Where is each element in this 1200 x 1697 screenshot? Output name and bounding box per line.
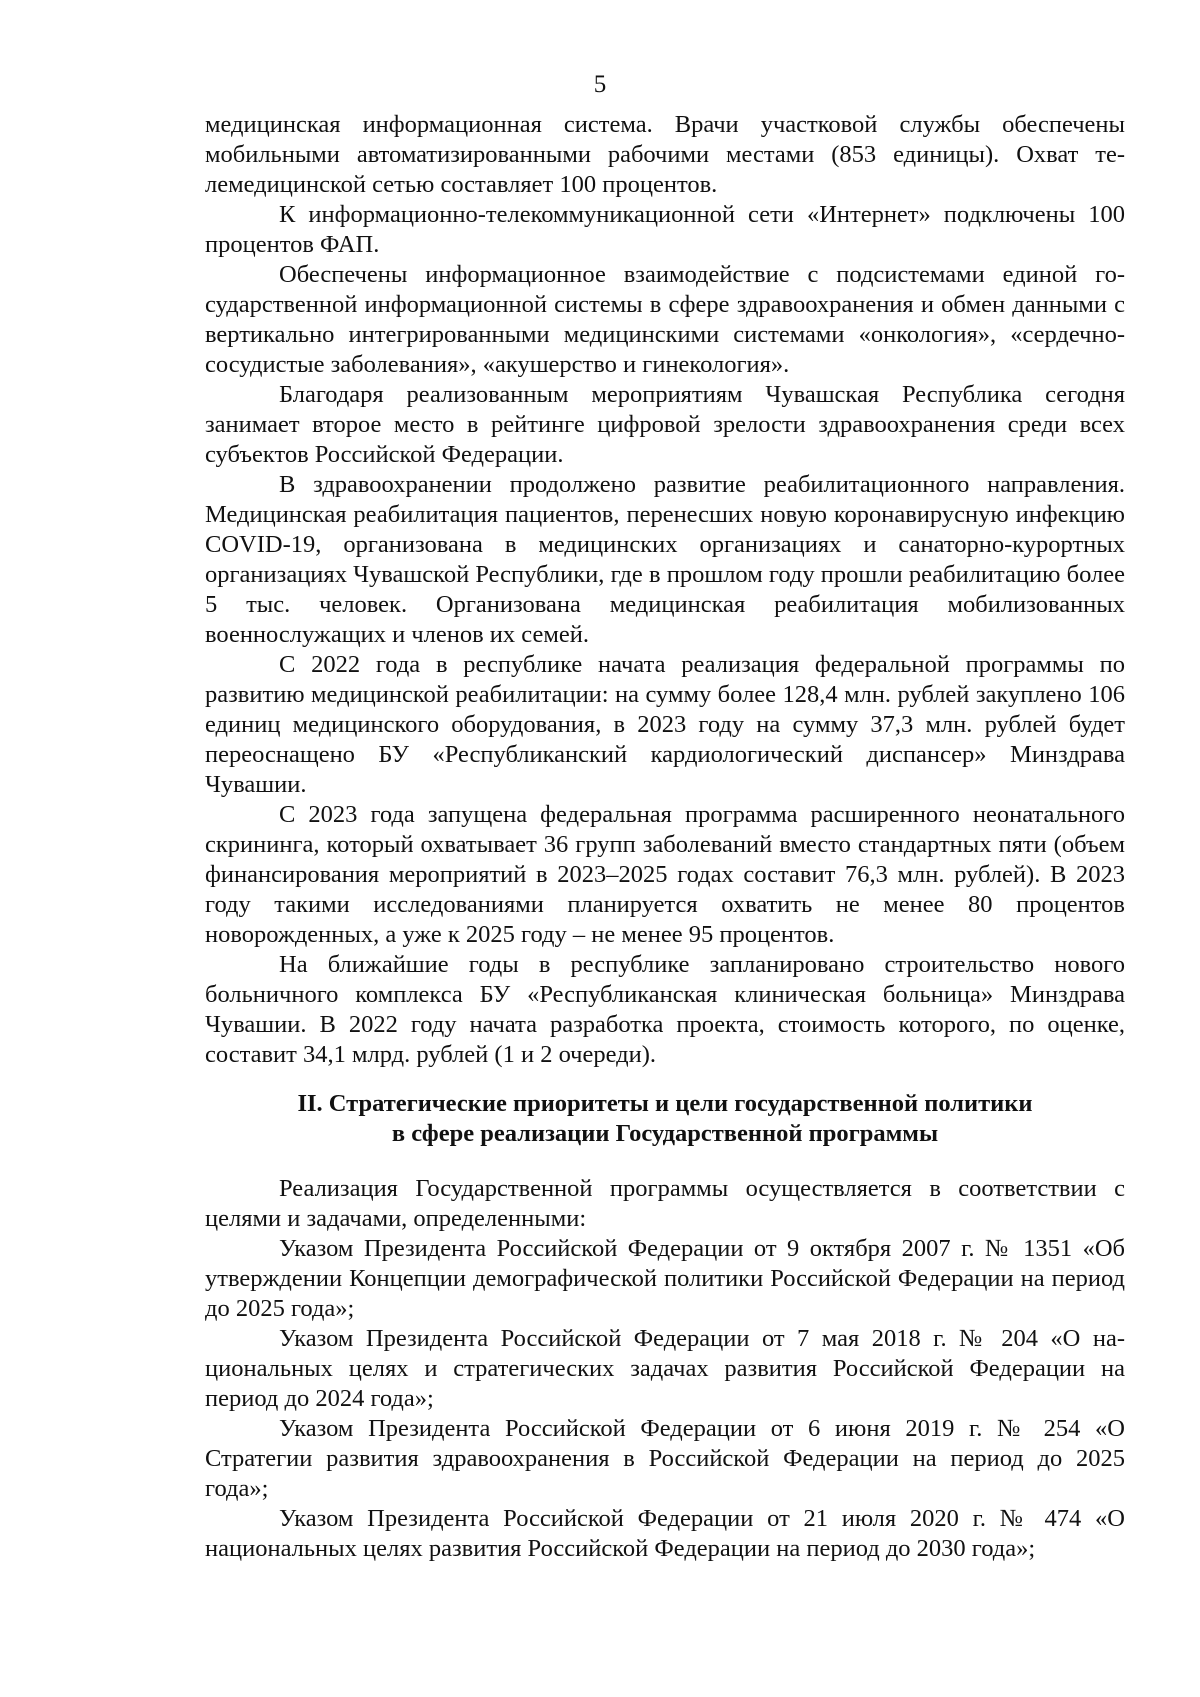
paragraph: С 2023 года запущена федеральная программа расширенного неонатального скрининга, который охватывает 36 групп заболеваний вместо стандартных пяти (объем финансирования мероприятий в 2023–2025 годах составит 76,3 млн. рублей). В 2023 году такими исследованиями планируется охватить не менее 80 процентов новорожденных, а уже к 2025 году – не менее 95 процентов.: [205, 801, 1125, 948]
section-heading-line: II. Стратегические приоритеты и цели государственной политики: [297, 1090, 1033, 1117]
paragraph: Указом Президента Российской Федерации от 6 июня 2019 г. № 254 «О Стратегии развития здравоохранения в Российской Федерации на период до 2025 года»;: [205, 1415, 1125, 1502]
paragraph-continuation: медицинская информационная система. Врачи участковой службы обеспечены мобильными автоматизированными рабочими местами (853 единицы). Охват телемедицинской сетью составляет 100 процентов.: [205, 111, 1125, 198]
page-number: 5: [593, 71, 607, 98]
paragraph: Обеспечены информационное взаимодействие с подсистемами единой государственной информационной системы в сфере здравоохранения и обмен данными с вертикально интегрированными медицинскими системами «онкология», «сердечно-сосудистые заболевания», «акушерство и гинекология».: [205, 261, 1125, 378]
paragraph: Указом Президента Российской Федерации от 7 мая 2018 г. № 204 «О национальных целях и стратегических задачах развития Российской Федерации на период до 2024 года»;: [205, 1325, 1125, 1412]
paragraph: Указом Президента Российской Федерации от 9 октября 2007 г. № 1351 «Об утверждении Концепции демографической политики Российской Федерации на период до 2025 года»;: [205, 1235, 1125, 1322]
document-body: [205, 110, 1125, 1564]
paragraph: Благодаря реализованным мероприятиям Чувашская Республика сегодня занимает второе место в рейтинге цифровой зрелости здравоохранения среди всех субъектов Российской Федерации.: [205, 381, 1125, 468]
paragraph: На ближайшие годы в республике запланировано строительство нового больничного комплекса БУ «Республиканская клиническая больница» Минздрава Чувашии. В 2022 году начата разработка проекта, стоимость которого, по оценке, составит 34,1 млрд. рублей (1 и 2 очереди).: [205, 951, 1125, 1068]
paragraph: С 2022 года в республике начата реализация федеральной программы по развитию медицинской реабилитации: на сумму более 128,4 млн. рублей закуплено 106 единиц медицинского оборудования, в 2023 году на сумму 37,3 млн. рублей будет переоснащено БУ «Республиканский кардиологический диспансер» Минздрава Чувашии.: [205, 651, 1125, 798]
paragraph: Указом Президента Российской Федерации от 21 июля 2020 г. № 474 «О национальных целях развития Российской Федерации на период до 2030 года»;: [205, 1505, 1125, 1562]
paragraph: К информационно-телекоммуникационной сети «Интернет» подключены 100 процентов ФАП.: [205, 201, 1125, 258]
section-heading-line: в сфере реализации Государственной программы: [391, 1120, 939, 1147]
section-heading: [205, 1089, 1125, 1149]
paragraph: В здравоохранении продолжено развитие реабилитационного направления. Медицинская реабилитация пациентов, перенесших новую коронавирусную инфекцию COVID-19, организована в медицинских организациях и санаторно-курортных организациях Чувашской Республики, где в прошлом году прошли реабилитацию более 5 тыс. человек. Организована медицинская реабилитация мобилизованных военнослужащих и членов их семей.: [205, 471, 1125, 648]
paragraph: Реализация Государственной программы осуществляется в соответствии с целями и задачами, определенными:: [205, 1175, 1125, 1232]
